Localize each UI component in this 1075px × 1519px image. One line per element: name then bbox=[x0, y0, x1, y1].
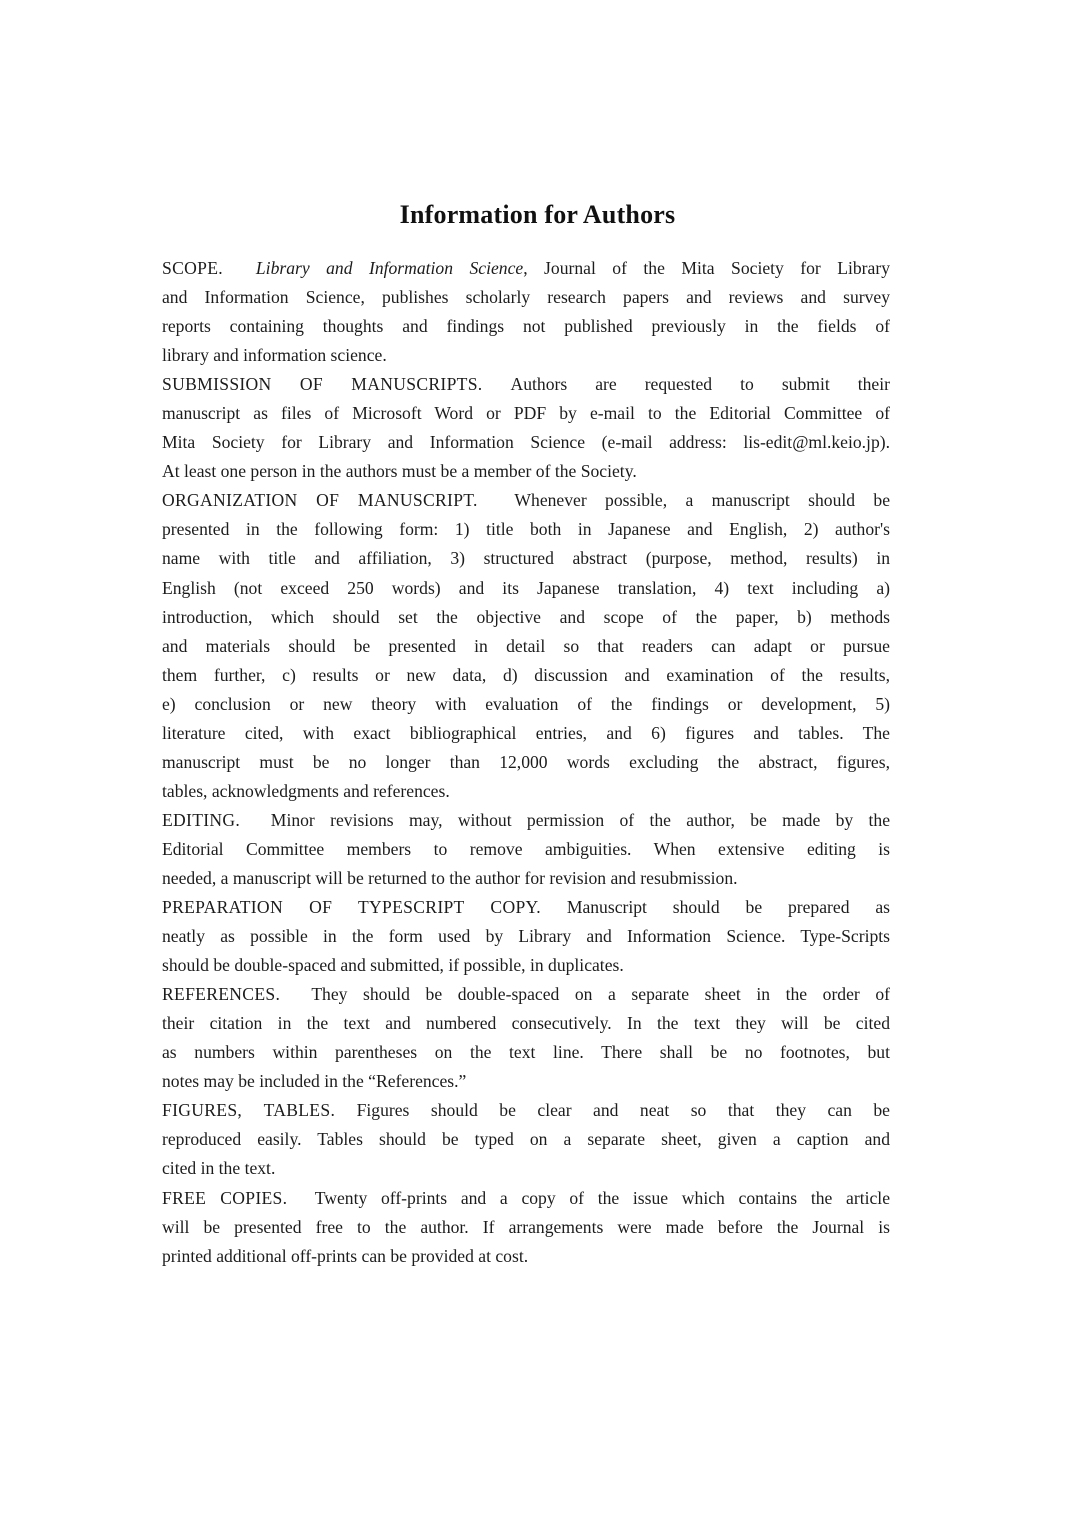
section-organization bbox=[162, 486, 890, 806]
text-line: as numbers within parentheses on the text line. There shall be no footnotes, but bbox=[162, 1042, 890, 1063]
page-title: Information for Authors bbox=[399, 200, 676, 229]
text-line: their citation in the text and numbered consecutively. In the text they will be cited bbox=[162, 1013, 890, 1034]
section-heading: FIGURES, TABLES. bbox=[162, 1100, 336, 1121]
section-heading: FREE COPIES. bbox=[162, 1187, 288, 1208]
text-line: PREPARATION OF TYPESCRIPT COPY. Manuscript should be prepared as bbox=[162, 897, 890, 918]
text-line: will be presented free to the author. If arrangements were made before the Journal is bbox=[162, 1216, 890, 1237]
text-line: should be double-spaced and submitted, if possible, in duplicates. bbox=[162, 955, 624, 976]
text-line: needed, a manuscript will be returned to the author for revision and resubmission. bbox=[162, 867, 738, 888]
text-line: ORGANIZATION OF MANUSCRIPT. Whenever possible, a manuscript should be bbox=[162, 490, 891, 511]
text-line: neatly as possible in the form used by Library and Information Science. Type-Scripts bbox=[162, 926, 890, 947]
text-line: FIGURES, TABLES. Figures should be clear and neat so that they can be bbox=[162, 1100, 890, 1121]
text-line: FREE COPIES. Twenty off-prints and a copy of the issue which contains the article bbox=[162, 1187, 891, 1208]
section-free-copies bbox=[162, 1184, 890, 1271]
text-line: introduction, which should set the objective and scope of the paper, b) methods bbox=[162, 606, 890, 627]
text-line: SCOPE. Library and Information Science, Journal of the Mita Society for Library bbox=[162, 258, 891, 278]
section-figures-tables bbox=[162, 1096, 890, 1183]
text-line: cited in the text. bbox=[162, 1158, 276, 1179]
section-heading: EDITING. bbox=[162, 809, 241, 830]
text-line: library and information science. bbox=[162, 345, 387, 366]
text-line: e) conclusion or new theory with evaluation of the findings or development, 5) bbox=[162, 693, 890, 714]
text-line: tables, acknowledgments and references. bbox=[162, 780, 450, 801]
document-body bbox=[162, 254, 890, 1271]
text-line: REFERENCES. They should be double-spaced on a separate sheet in the order of bbox=[162, 984, 890, 1005]
text-line: presented in the following form: 1) title both in Japanese and English, 2) author's bbox=[162, 519, 890, 540]
text-line: Editorial Committee members to remove ambiguities. When extensive editing is bbox=[162, 838, 890, 859]
journal-title: Library and Information Science bbox=[255, 258, 524, 278]
section-heading: ORGANIZATION OF MANUSCRIPT. bbox=[162, 490, 478, 511]
text-line: and materials should be presented in detail so that readers can adapt or pursue bbox=[162, 635, 890, 656]
text-line: them further, c) results or new data, d) discussion and examination of the results, bbox=[162, 664, 890, 685]
text-line: printed additional off-prints can be provided at cost. bbox=[162, 1245, 529, 1266]
text-line: manuscript as files of Microsoft Word or PDF by e-mail to the Editorial Committee of bbox=[162, 403, 890, 424]
text-line: name with title and affiliation, 3) structured abstract (purpose, method, results) in bbox=[162, 548, 890, 569]
section-submission bbox=[162, 370, 890, 486]
text-line: Mita Society for Library and Information Science (e-mail address: lis-edit@ml.keio.jp). bbox=[162, 432, 890, 453]
text-line: notes may be included in the “References.” bbox=[162, 1071, 467, 1092]
text-line: SUBMISSION OF MANUSCRIPTS. Authors are requested to submit their bbox=[162, 374, 890, 395]
text-line: and Information Science, publishes scholarly research papers and reviews and survey bbox=[162, 287, 890, 308]
text-line: EDITING. Minor revisions may, without permission of the author, be made by the bbox=[162, 809, 891, 830]
section-heading: REFERENCES. bbox=[162, 984, 281, 1005]
section-heading: SCOPE. bbox=[162, 258, 223, 278]
section-editing bbox=[162, 806, 890, 893]
section-references bbox=[162, 980, 890, 1096]
text-line: reproduced easily. Tables should be typed on a separate sheet, given a caption and bbox=[162, 1129, 890, 1150]
section-scope bbox=[162, 254, 890, 370]
text-line: reports containing thoughts and findings not published previously in the fields of bbox=[162, 316, 890, 337]
text-line: English (not exceed 250 words) and its Japanese translation, 4) text including a) bbox=[162, 577, 890, 598]
section-heading: PREPARATION OF TYPESCRIPT COPY. bbox=[162, 897, 541, 918]
text-line: At least one person in the authors must be a member of the Society. bbox=[162, 461, 637, 482]
section-preparation bbox=[162, 893, 890, 980]
section-heading: SUBMISSION OF MANUSCRIPTS. bbox=[162, 374, 483, 395]
text-line: manuscript must be no longer than 12,000 words excluding the abstract, figures, bbox=[162, 751, 890, 772]
text-line: literature cited, with exact bibliographical entries, and 6) figures and tables. The bbox=[162, 722, 890, 743]
